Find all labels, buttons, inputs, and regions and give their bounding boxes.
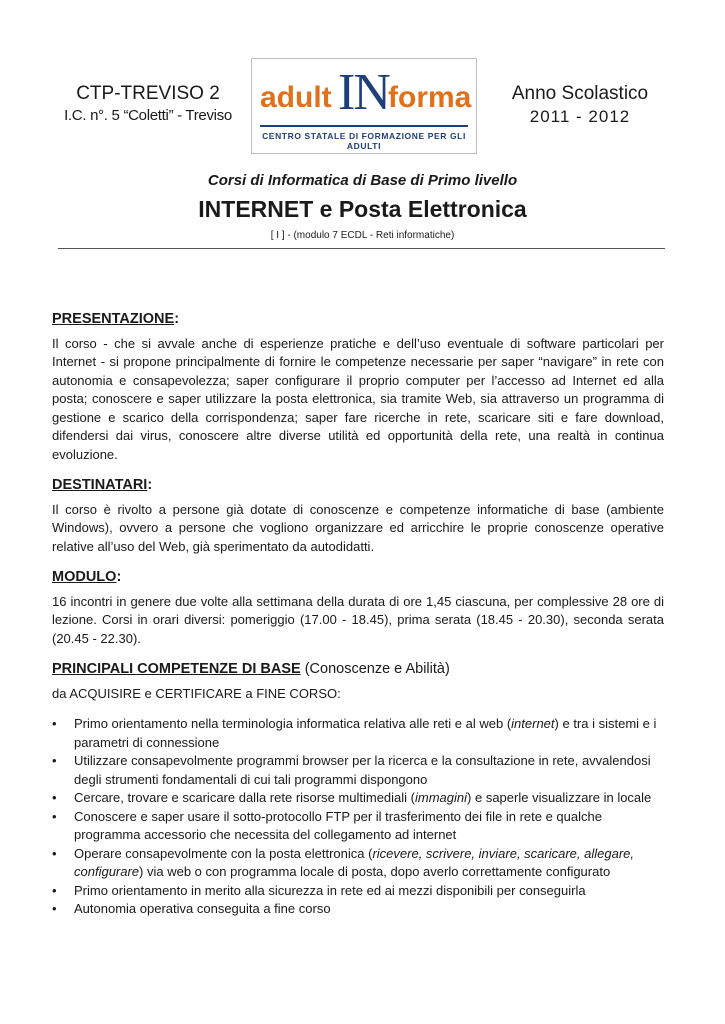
logo-word-adult: adult bbox=[260, 81, 332, 114]
course-kicker: Corsi di Informatica di Base di Primo livello bbox=[207, 172, 518, 189]
logo-tagline: CENTRO STATALE DI FORMAZIONE PER GLI ADULTI bbox=[262, 131, 466, 151]
school-year-block bbox=[505, 82, 655, 128]
school-year-value: 2011 - 2012 bbox=[529, 107, 631, 126]
course-title: INTERNET e Posta Elettronica bbox=[198, 196, 527, 222]
school-institute: I.C. n°. 5 “Coletti” - Treviso bbox=[64, 107, 232, 124]
list-item: • Utilizzare consapevolmente programmi browser per la ricerca e la consultazione in rete, avvalendosi degli strumenti fondamentali di cui tali programmi dispongono bbox=[52, 753, 651, 787]
section-text-modulo: 16 incontri in genere due volte alla settimana della durata di ore 1,45 ciascuna, per complessive 28 ore di lezione. Corsi in orari diversi: pomeriggio (17.00 - 18.45), prima serata (18.45 - 20.30), seconda serata (20.45 - 22.30). bbox=[52, 593, 664, 646]
list-item: • Cercare, trovare e scaricare dalla rete risorse multimediali (immagini) e saperle visualizzare in locale bbox=[52, 790, 652, 805]
logo-word-forma: forma bbox=[388, 81, 472, 114]
header-rule bbox=[58, 248, 665, 249]
list-item: • Primo orientamento in merito alla sicurezza in rete ed ai mezzi disponibili per conseguirla bbox=[52, 882, 586, 898]
adultinforma-logo bbox=[251, 58, 477, 154]
list-item: • Conoscere e saper usare il sotto-protocollo FTP per il trasferimento dei file in rete e qualche programma accessorio che necessita del collegamento ad internet bbox=[52, 808, 602, 842]
list-item: • Operare consapevolmente con la posta elettronica (ricevere, scrivere, inviare, scaricare, allegare, configurare) via web o con programma locale di posta, dopo averlo correttamente configurato bbox=[52, 845, 634, 879]
section-heading-destinatari: DESTINATARI: bbox=[52, 477, 153, 493]
competenze-list bbox=[52, 715, 664, 919]
logo-word-in: IN bbox=[338, 64, 389, 121]
competenze-intro: da ACQUISIRE e CERTIFICARE a FINE CORSO: bbox=[52, 685, 341, 701]
course-subtitle: [ I ] - (modulo 7 ECDL - Reti informatiche) bbox=[270, 230, 455, 241]
section-heading-presentazione: PRESENTAZIONE: bbox=[52, 311, 180, 327]
document-body bbox=[52, 310, 664, 919]
list-item: • Autonomia operativa conseguita a fine corso bbox=[52, 901, 331, 916]
list-item: • Primo orientamento nella terminologia informatica relativa alle reti e al web (internet) e tra i sistemi e i parametri di connessione bbox=[52, 716, 657, 750]
school-year-label: Anno Scolastico bbox=[511, 83, 649, 104]
section-text-destinatari: Il corso è rivolto a persone già dotate di conoscenze e competenze informatiche di base (ambiente Windows), ovvero a persone che vogliono organizzare ed arricchire le proprie conoscenze operative relative all’uso del Web, già sperimentato da autodidatti. bbox=[52, 501, 664, 554]
section-text-presentazione: Il corso - che si avvale anche di esperienze pratiche e dell’uso eventuale di software particolari per Internet - si propone principalmente di fornire le competenze necessarie per saper “navigare” in rete con autonomia e consapevolezza; saper configurare il proprio computer per l’accesso ad Internet ed alla posta; conoscere e saper utilizzare la posta elettronica, sia tramite Web, sia attraverso un programma di gestione e scarico della corrispondenza; saper fare ricerche in rete, scaricare siti e fare download, difendersi dai virus, conoscere altre diverse utilità ed opportunità della rete, una realtà in continua evoluzione. bbox=[52, 335, 664, 462]
section-heading-competenze: PRINCIPALI COMPETENZE DI BASE (Conoscenze e Abilità) bbox=[52, 661, 450, 677]
logo-divider bbox=[260, 125, 468, 127]
school-block bbox=[58, 82, 238, 126]
section-heading-modulo: MODULO: bbox=[52, 569, 122, 585]
school-name: CTP-TREVISO 2 bbox=[76, 83, 220, 104]
